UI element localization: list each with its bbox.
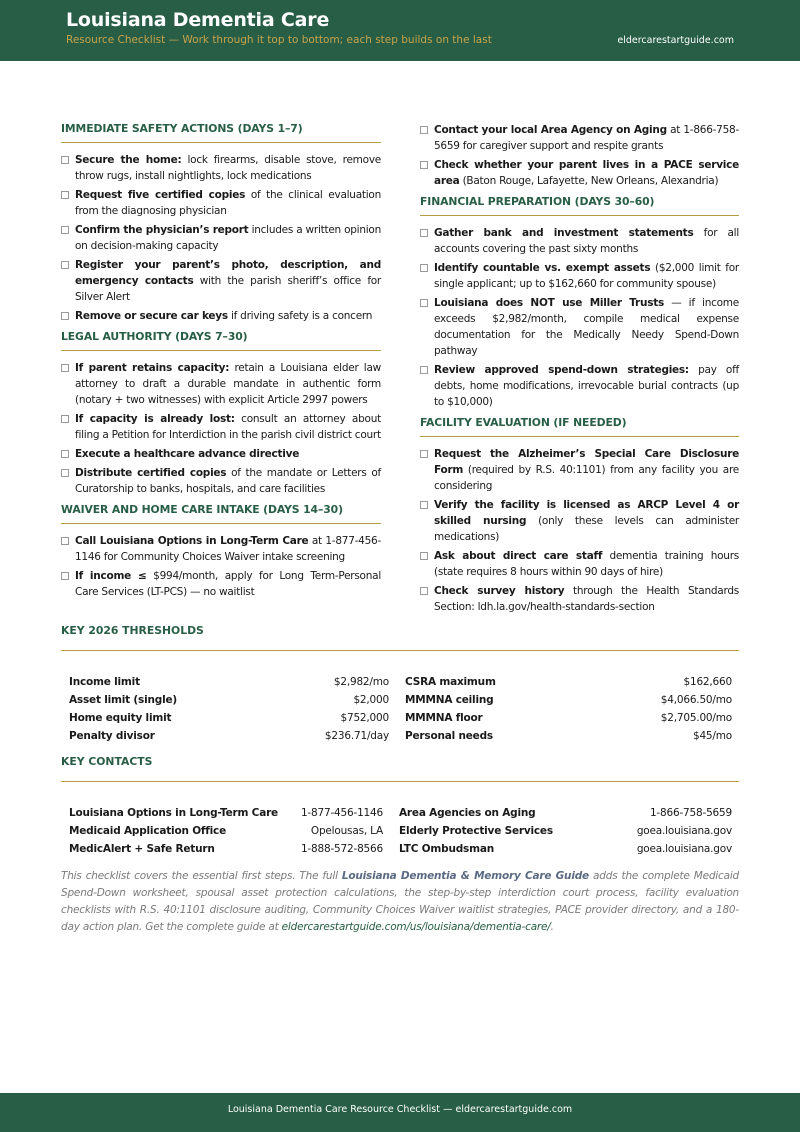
kv-row <box>69 822 383 840</box>
item-text: retain a Louisiana elder law attorney to draft a durable mandate in authentic form (notary + two witnesses) with explicit Article 2997 powers <box>75 362 381 406</box>
kv-row <box>69 727 389 745</box>
checklist-item <box>61 308 381 324</box>
kv-value: Opelousas, LA <box>310 825 383 837</box>
item-text: ($2,000 limit for single applicant; up to $162,660 for community spouse) <box>434 262 739 290</box>
kv-row <box>69 709 389 727</box>
checklist-facility <box>420 446 739 615</box>
checkbox[interactable] <box>420 229 428 237</box>
checkbox[interactable] <box>61 312 69 320</box>
left-column <box>61 122 381 606</box>
item-text: (only these levels can administer medications) <box>434 515 739 543</box>
item-bold-text: Register your parent’s photo, description, and emergency contacts <box>75 259 381 287</box>
checkbox[interactable] <box>420 161 428 169</box>
item-bold-text: Execute a healthcare advance directive <box>75 448 300 460</box>
item-text: dementia training hours (state requires 8 hours within 90 days of hire) <box>434 550 739 578</box>
section-heading-contacts: KEY CONTACTS <box>61 755 739 782</box>
item-bold-text: Call Louisiana Options in Long-Term Care <box>75 535 309 547</box>
item-bold-text: Gather bank and investment statements <box>434 227 694 239</box>
kv-label: Income limit <box>69 676 140 688</box>
kv-value: $2,982/mo <box>333 676 389 688</box>
item-bold-text: If capacity is already lost: <box>75 413 235 425</box>
kv-value: $162,660 <box>683 676 732 688</box>
checklist-item <box>61 222 381 254</box>
kv-row <box>69 804 383 822</box>
checkbox[interactable] <box>420 587 428 595</box>
item-text: through the Health Standards Section: ldh.la.gov/health-standards-section <box>434 585 739 613</box>
kv-row <box>399 804 732 822</box>
kv-value: 1-877-456-1146 <box>300 807 383 819</box>
note-post: . <box>550 921 554 933</box>
page-footer <box>0 1093 800 1132</box>
checklist-item <box>61 152 381 184</box>
item-bold-text: Ask about direct care staff <box>434 550 603 562</box>
kv-value: $45/mo <box>692 730 732 742</box>
item-bold-text: Identify countable vs. exempt assets <box>434 262 651 274</box>
checkbox[interactable] <box>61 415 69 423</box>
item-bold-text: Louisiana does NOT use Miller Trusts <box>434 297 664 309</box>
checkbox[interactable] <box>61 156 69 164</box>
kv-label: Medicaid Application Office <box>69 825 227 837</box>
item-bold-text: If parent retains capacity: <box>75 362 230 374</box>
item-text: of the clinical evaluation from the diagnosing physician <box>75 189 382 217</box>
note-pre: This checklist covers the essential first steps. The full <box>61 870 342 882</box>
checklist-legal <box>61 360 381 497</box>
checkbox[interactable] <box>61 537 69 545</box>
kv-value: $236.71/day <box>324 730 389 742</box>
checklist-item <box>420 260 739 292</box>
kv-row <box>399 840 732 858</box>
kv-value: goea.louisiana.gov <box>636 843 732 855</box>
item-bold-text: If income ≤ <box>75 570 147 582</box>
thresholds-section <box>61 624 739 745</box>
contacts-section <box>61 755 739 858</box>
checklist-right-top <box>420 122 739 189</box>
kv-label: Elderly Protective Services <box>399 825 553 837</box>
checklist-immediate <box>61 152 381 324</box>
checklist-item <box>61 446 381 462</box>
checklist-item <box>420 583 739 615</box>
checklist-item <box>420 362 739 410</box>
kv-row <box>405 691 732 709</box>
checklist-item <box>420 548 739 580</box>
item-text: (required by R.S. 40:1101) from any facility you are considering <box>434 464 739 492</box>
section-heading-financial: FINANCIAL PREPARATION (DAYS 30–60) <box>420 195 739 216</box>
checkbox[interactable] <box>420 264 428 272</box>
item-text: pay off debts, home modifications, irrevocable burial contracts (up to $10,000) <box>434 364 739 408</box>
checklist-item <box>420 446 739 494</box>
checkbox[interactable] <box>61 364 69 372</box>
note-mid: adds the complete Medicaid Spend-Down worksheet, spousal asset protection calculations, the step-by-step interdiction court process, facility evaluation checklists with R.S. 40:1101 disclosure auditing, Community Choices Waiver waitlist strategies, PACE provider directory, and a 180-day action plan. Get the complete guide at <box>61 870 739 933</box>
checkbox[interactable] <box>61 191 69 199</box>
item-bold-text: Check whether your parent lives in a PACE service area <box>434 159 739 187</box>
checkbox[interactable] <box>61 226 69 234</box>
kv-label: CSRA maximum <box>405 676 496 688</box>
item-text: — if income exceeds $2,982/month, compile medical expense documentation for the Medically Needy Spend-Down pathway <box>434 297 739 357</box>
note-guide-link[interactable]: eldercarestartguide.com/us/louisiana/dementia-care/ <box>281 921 551 933</box>
item-text: of the mandate or Letters of Curatorship to banks, hospitals, and care facilities <box>75 467 381 495</box>
kv-row <box>69 840 383 858</box>
checklist-item <box>61 465 381 497</box>
kv-value: $4,066.50/mo <box>660 694 732 706</box>
checklist-item <box>420 497 739 545</box>
item-bold-text: Request five certified copies <box>75 189 246 201</box>
checklist-item <box>420 157 739 189</box>
item-text: if driving safety is a concern <box>227 310 373 322</box>
kv-row <box>405 727 732 745</box>
item-text: at 1-866-758-5659 for caregiver support and respite grants <box>434 124 739 152</box>
checkbox[interactable] <box>420 366 428 374</box>
checkbox[interactable] <box>420 299 428 307</box>
item-bold-text: Secure the home: <box>75 154 182 166</box>
kv-value: 1-866-758-5659 <box>649 807 732 819</box>
kv-row <box>399 822 732 840</box>
item-text: with the parish sheriff’s office for Silver Alert <box>75 275 382 303</box>
kv-label: LTC Ombudsman <box>399 843 495 855</box>
page-subtitle: Resource Checklist — Work through it top to bottom; each step builds on the last <box>66 34 492 46</box>
kv-value: $2,000 <box>353 694 389 706</box>
section-heading-facility: FACILITY EVALUATION (IF NEEDED) <box>420 416 739 437</box>
kv-label: Home equity limit <box>69 712 172 724</box>
item-bold-text: Verify the facility is licensed as ARCP Level 4 or skilled nursing <box>434 499 739 527</box>
item-text: for all accounts covering the past sixty months <box>434 227 739 255</box>
checklist-item <box>61 360 381 408</box>
item-text: at 1-877-456-1146 for Community Choices Waiver intake screening <box>75 535 381 563</box>
checklist-item <box>61 568 381 600</box>
page-title: Louisiana Dementia Care <box>66 9 330 31</box>
item-text: lock firearms, disable stove, remove throw rugs, install nightlights, lock medications <box>75 154 381 182</box>
checklist-item <box>61 257 381 305</box>
kv-label: MMMNA floor <box>405 712 483 724</box>
thresholds-right <box>405 673 732 745</box>
item-text: $994/month, apply for Long Term-Personal Care Services (LT-PCS) — no waitlist <box>75 570 381 598</box>
right-column <box>420 122 739 621</box>
checkbox[interactable] <box>420 501 428 509</box>
checklist-item <box>61 411 381 443</box>
kv-row <box>69 673 389 691</box>
kv-value: goea.louisiana.gov <box>636 825 732 837</box>
item-text: consult an attorney about filing a Petition for Interdiction in the parish civil district court <box>75 413 381 441</box>
guide-note <box>61 868 739 936</box>
item-text: includes a written opinion on decision-making capacity <box>75 224 381 252</box>
checkbox[interactable] <box>420 450 428 458</box>
checklist-item <box>420 225 739 257</box>
checklist-waiver <box>61 533 381 600</box>
kv-value: 1-888-572-8566 <box>300 843 383 855</box>
contacts-left <box>69 804 383 858</box>
item-bold-text: Request the Alzheimer’s Special Care Disclosure Form <box>434 448 739 476</box>
checkbox[interactable] <box>61 261 69 269</box>
section-heading-immediate: IMMEDIATE SAFETY ACTIONS (DAYS 1–7) <box>61 122 381 143</box>
item-bold-text: Contact your local Area Agency on Aging <box>434 124 667 136</box>
kv-row <box>405 709 732 727</box>
checklist-item <box>420 295 739 359</box>
header-site-link[interactable]: eldercarestartguide.com <box>617 35 734 46</box>
kv-label: MMMNA ceiling <box>405 694 494 706</box>
checkbox[interactable] <box>420 126 428 134</box>
kv-label: Penalty divisor <box>69 730 155 742</box>
checkbox[interactable] <box>61 469 69 477</box>
checklist-item <box>61 187 381 219</box>
section-heading-thresholds: KEY 2026 THRESHOLDS <box>61 624 739 651</box>
kv-label: Area Agencies on Aging <box>399 807 536 819</box>
checklist-item <box>420 122 739 154</box>
checkbox[interactable] <box>61 572 69 580</box>
kv-label: Louisiana Options in Long-Term Care <box>69 807 278 819</box>
kv-label: MedicAlert + Safe Return <box>69 843 215 855</box>
kv-value: $752,000 <box>340 712 389 724</box>
contacts-right <box>399 804 732 858</box>
checklist-item <box>61 533 381 565</box>
section-heading-legal: LEGAL AUTHORITY (DAYS 7–30) <box>61 330 381 351</box>
section-heading-waiver: WAIVER AND HOME CARE INTAKE (DAYS 14–30) <box>61 503 381 524</box>
item-bold-text: Remove or secure car keys <box>75 310 228 322</box>
kv-value: $2,705.00/mo <box>660 712 732 724</box>
note-guide-title: Louisiana Dementia & Memory Care Guide <box>341 870 589 882</box>
item-bold-text: Check survey history <box>434 585 565 597</box>
kv-row <box>405 673 732 691</box>
thresholds-left <box>69 673 389 745</box>
item-bold-text: Confirm the physician’s report <box>75 224 249 236</box>
item-text: (Baton Rouge, Lafayette, New Orleans, Alexandria) <box>459 175 719 187</box>
kv-row <box>69 691 389 709</box>
checkbox[interactable] <box>61 450 69 458</box>
page-header <box>0 0 800 61</box>
item-bold-text: Distribute certified copies <box>75 467 227 479</box>
checklist-financial <box>420 225 739 410</box>
checkbox[interactable] <box>420 552 428 560</box>
kv-label: Asset limit (single) <box>69 694 177 706</box>
kv-label: Personal needs <box>405 730 493 742</box>
item-bold-text: Review approved spend-down strategies: <box>434 364 689 376</box>
footer-text: Louisiana Dementia Care Resource Checklist — eldercarestartguide.com <box>227 1104 573 1115</box>
